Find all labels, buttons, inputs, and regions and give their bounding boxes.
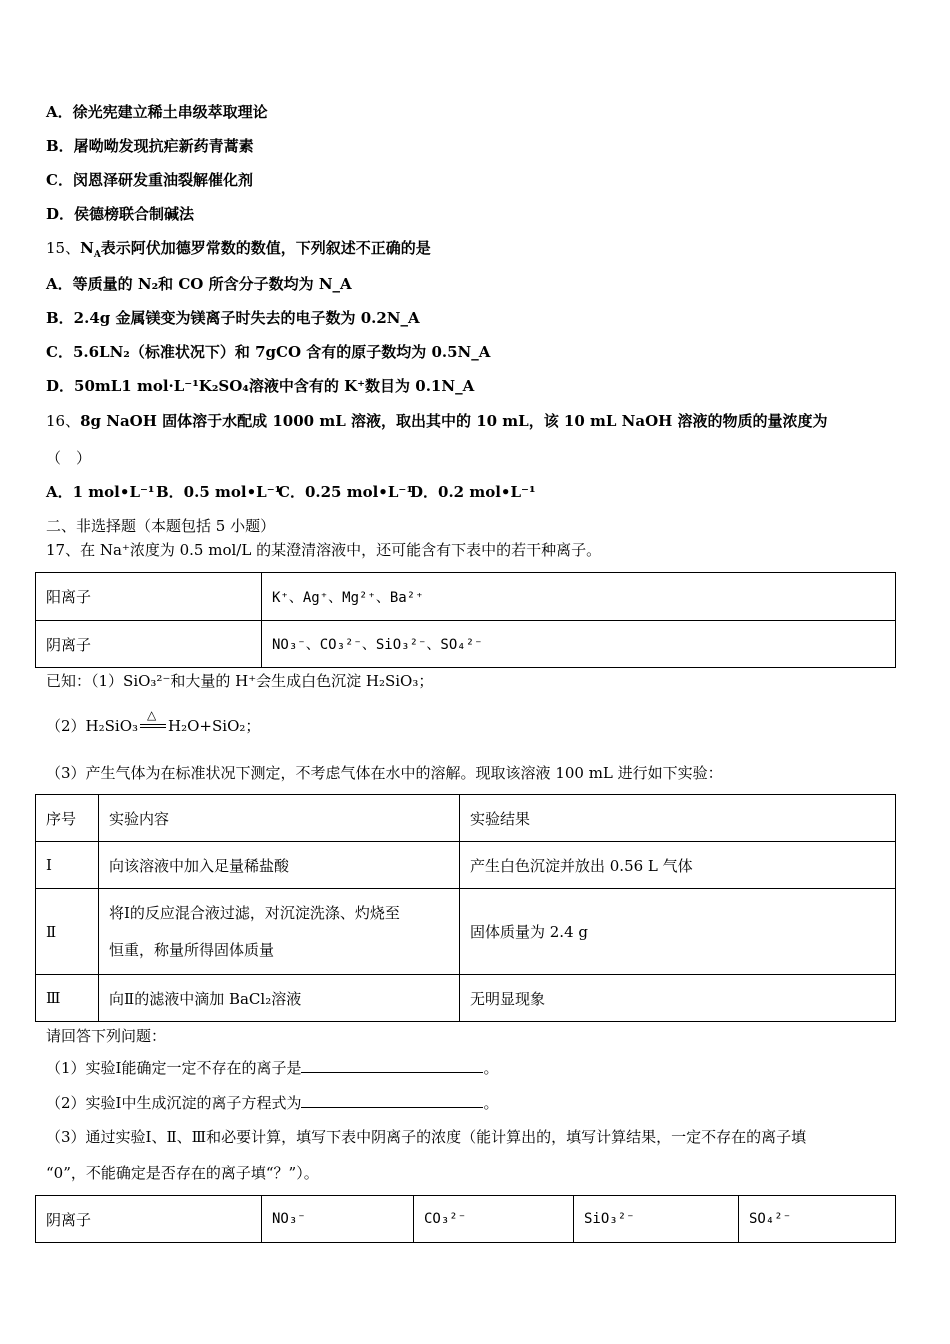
anion-sio3: SiO₃²⁻: [574, 1196, 739, 1243]
sub-question-3: （3）通过实验Ⅰ、Ⅱ、Ⅲ和必要计算，填写下表中阴离子的浓度（能计算出的，填写计算结果，一定不存在的离子填: [46, 1128, 807, 1146]
known-1: 已知：（1）SiO₃²⁻和大量的 H⁺会生成白色沉淀 H₂SiO₃；: [46, 672, 434, 690]
exp-content: [99, 889, 460, 975]
q15-option-d: D．50mL1 mol·L⁻¹K₂SO₄溶液中含有的 K⁺数目为 0.1N_A: [46, 377, 475, 395]
exp-result: 产生白色沉淀并放出 0.56 L 气体: [460, 842, 896, 889]
header-index: 序号: [36, 795, 99, 842]
q16-stem: 16、8g NaOH 固体溶于水配成 1000 mL 溶液，取出其中的 10 mL，该 10 mL NaOH 溶液的物质的量浓度为: [46, 412, 828, 430]
q15-option-a: A．等质量的 N₂和 CO 所含分子数均为 N_A: [46, 275, 352, 293]
q16-paren: （ ）: [46, 449, 92, 467]
table-row: [36, 573, 896, 621]
anion-label: 阴离子: [36, 1196, 262, 1243]
q14-option-c: C．闵恩泽研发重油裂解催化剂: [46, 171, 253, 189]
sub-question-1: （1）实验Ⅰ能确定一定不存在的离子是 。: [46, 1059, 499, 1077]
header-result: 实验结果: [460, 795, 896, 842]
q14-option-a: A．徐光宪建立稀土串级萃取理论: [46, 103, 268, 121]
experiment-table: [35, 794, 896, 1022]
header-content: 实验内容: [99, 795, 460, 842]
q15-option-b: B．2.4g 金属镁变为镁离子时失去的电子数为 0.2N_A: [46, 309, 420, 327]
anion-so4: SO₄²⁻: [739, 1196, 896, 1243]
exp-content-line: 恒重，称量所得固体质量: [109, 940, 275, 959]
q16-option-d: D．0.2 mol•L⁻¹: [410, 483, 536, 501]
table-row: [36, 621, 896, 668]
exp-result: 固体质量为 2.4 g: [460, 889, 896, 975]
anion-no3: NO₃⁻: [262, 1196, 414, 1243]
table-row: [36, 975, 896, 1022]
anion-co3: CO₃²⁻: [414, 1196, 574, 1243]
q15-option-c: C．5.6LN₂（标准状况下）和 7gCO 含有的原子数均为 0.5N_A: [46, 343, 491, 361]
section-heading: 二、非选择题（本题包括 5 小题）: [46, 517, 276, 535]
q16-option-a: A．1 mol•L⁻¹: [46, 483, 155, 501]
q14-option-d: D．侯德榜联合制碱法: [46, 205, 195, 223]
answer-prompt: 请回答下列问题：: [46, 1027, 167, 1045]
ion-label-cation: 阳离子: [36, 573, 262, 621]
exp-id: Ⅰ: [36, 842, 99, 889]
q17-stem: 17、在 Na⁺浓度为 0.5 mol/L 的某澄清溶液中，还可能含有下表中的若干种离子。: [46, 541, 602, 559]
table-row: [36, 795, 896, 842]
q15-stem: 15、$N_A$表示阿伏加德罗常数的数值，下列叙述不正确的是: [46, 239, 431, 260]
exp-id: Ⅱ: [36, 889, 99, 975]
exp-id: Ⅲ: [36, 975, 99, 1022]
table-row: [36, 889, 896, 975]
anion-table: [35, 1195, 896, 1243]
ion-label-anion: 阴离子: [36, 621, 262, 668]
q14-option-b: B．屠呦呦发现抗疟新药青蒿素: [46, 137, 254, 155]
exp-content: 向该溶液中加入足量稀盐酸: [99, 842, 460, 889]
q16-option-b: B．0.5 mol•L⁻¹: [156, 483, 282, 501]
q16-option-c: C．0.25 mol•L⁻¹: [278, 483, 413, 501]
exp-content: 向Ⅱ的滤液中滴加 BaCl₂溶液: [99, 975, 460, 1022]
known-2: （2）H₂SiO₃ △ H₂O+SiO₂；: [46, 708, 261, 735]
ion-list-anion: NO₃⁻、CO₃²⁻、SiO₃²⁻、SO₄²⁻: [262, 621, 896, 668]
known-3: （3）产生气体为在标准状况下测定，不考虑气体在水中的溶解。现取该溶液 100 mL 进行如下实验：: [46, 764, 723, 782]
answer-blank-1[interactable]: [301, 1058, 483, 1073]
heating-arrow-icon: △: [138, 717, 168, 737]
table-row: [36, 842, 896, 889]
sub-question-2: （2）实验Ⅰ中生成沉淀的离子方程式为 。: [46, 1094, 499, 1112]
exp-result: 无明显现象: [460, 975, 896, 1022]
exp-content-line: 将Ⅰ的反应混合液过滤，对沉淀洗涤、灼烧至: [109, 903, 400, 922]
ion-table: [35, 572, 896, 668]
ion-list-cation: K⁺、Ag⁺、Mg²⁺、Ba²⁺: [262, 573, 896, 621]
sub-question-3-cont: “0”，不能确定是否存在的离子填“？”）。: [46, 1164, 319, 1182]
answer-blank-2[interactable]: [301, 1093, 483, 1108]
table-row: [36, 1196, 896, 1243]
